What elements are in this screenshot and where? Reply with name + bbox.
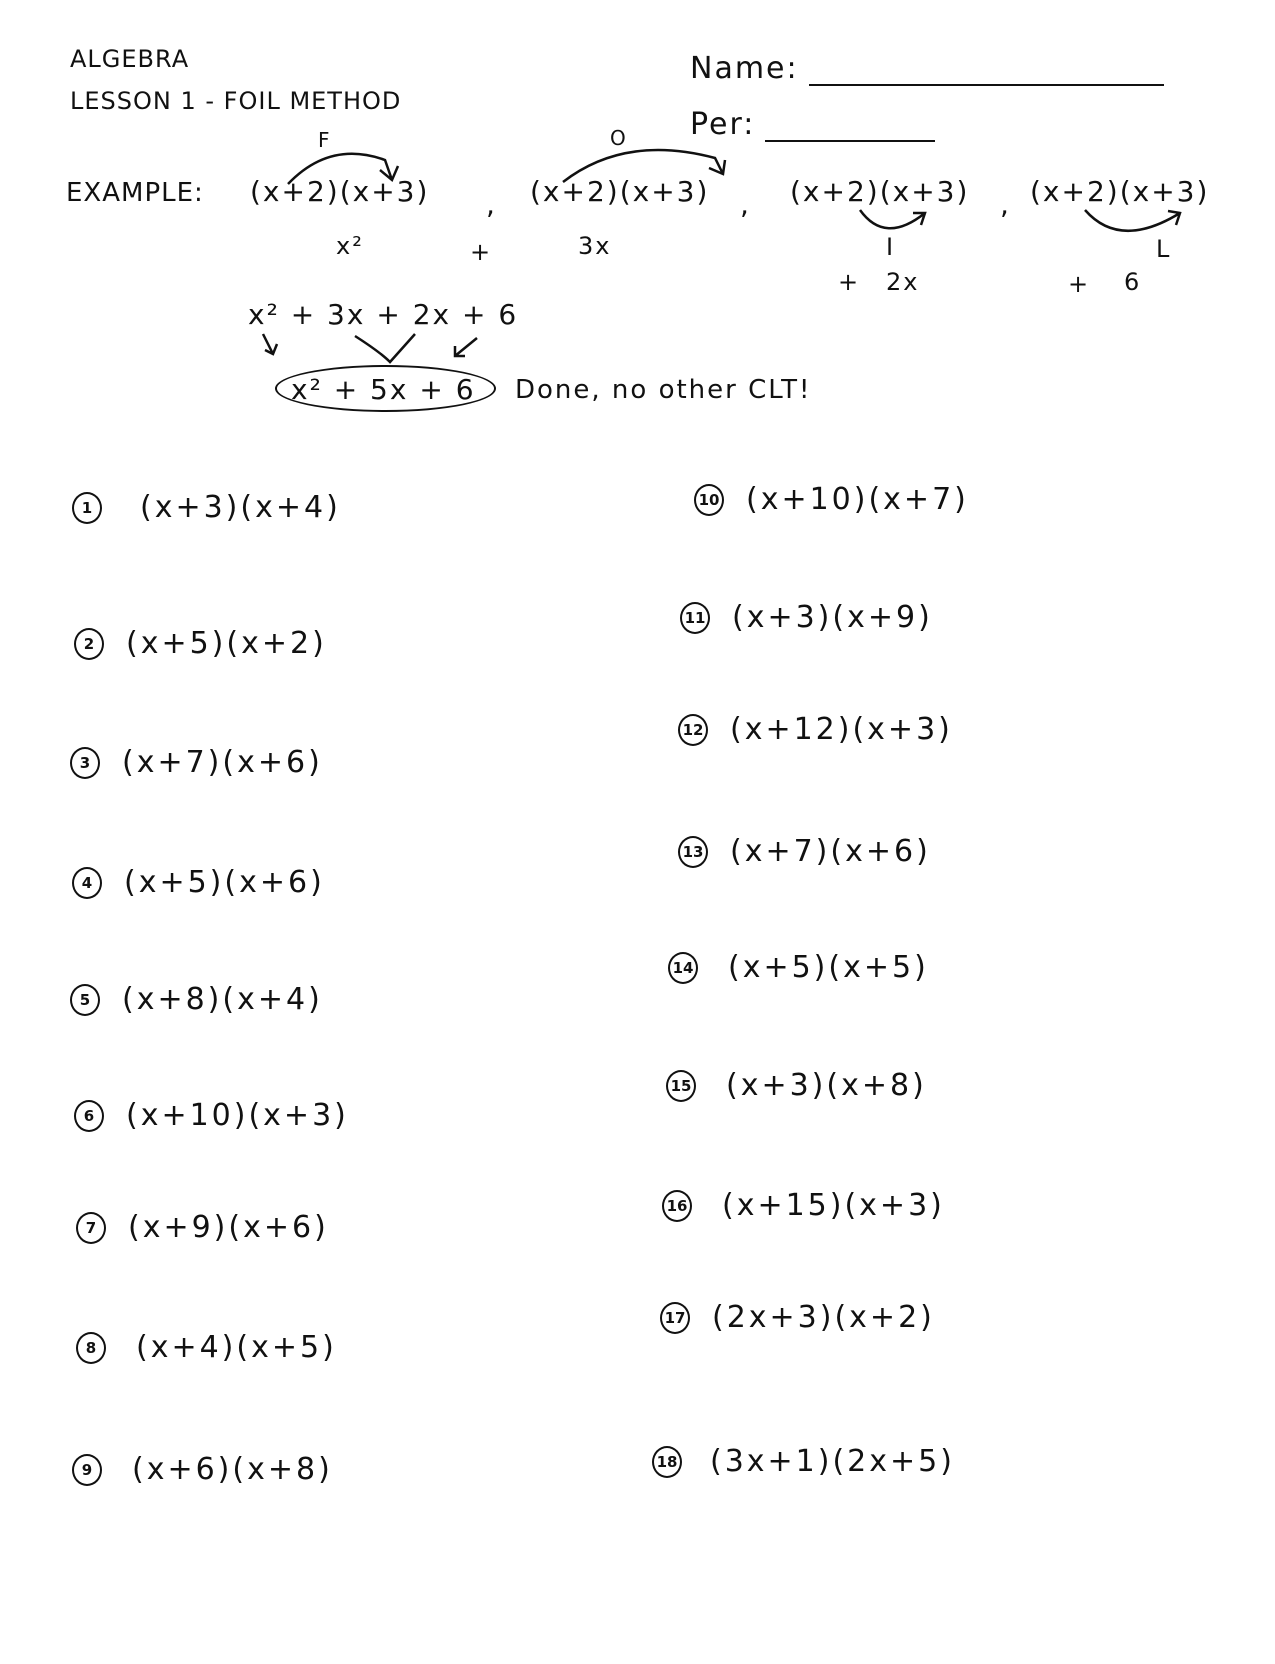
subject-title: ALGEBRA [70, 45, 190, 73]
problem-1 [72, 490, 341, 525]
foil-letter-i: I [886, 233, 896, 261]
problem-number: 3 [70, 747, 100, 779]
problem-expression: (x+8)(x+4) [122, 982, 323, 1017]
name-label: Name: [690, 51, 799, 86]
problem-14 [668, 950, 929, 985]
problem-number: 10 [694, 484, 724, 516]
problem-number: 13 [678, 836, 708, 868]
outer-plus: + [470, 238, 493, 266]
last-arrow-icon [1080, 205, 1190, 240]
problem-18 [652, 1444, 955, 1479]
answer-wrap [275, 365, 496, 412]
problem-16 [662, 1188, 945, 1223]
problem-6 [74, 1098, 349, 1133]
problem-4 [72, 865, 325, 900]
problem-number: 4 [72, 867, 102, 899]
name-field-row [690, 30, 1164, 86]
lesson-title: LESSON 1 - FOIL METHOD [70, 87, 402, 115]
period-label: Per: [690, 107, 756, 142]
problem-3 [70, 745, 323, 780]
problem-number: 5 [70, 984, 100, 1016]
problem-11 [680, 600, 933, 635]
problem-expression: (x+5)(x+5) [728, 950, 929, 985]
example-step-first: (x+2)(x+3) [250, 175, 430, 208]
first-term: x² [336, 232, 364, 260]
foil-letter-l: L [1156, 235, 1172, 263]
problem-number: 9 [72, 1454, 102, 1486]
foil-letter-o: O [610, 126, 628, 150]
problem-number: 14 [668, 952, 698, 984]
problem-10 [694, 482, 969, 517]
problem-expression: (x+5)(x+2) [126, 626, 327, 661]
problem-expression: (x+12)(x+3) [730, 712, 953, 747]
example-step-last: (x+2)(x+3) [1030, 175, 1210, 208]
problem-number: 16 [662, 1190, 692, 1222]
problem-number: 15 [666, 1070, 696, 1102]
student-info [690, 30, 1164, 142]
period-field-row [690, 86, 1164, 142]
last-plus: + [1068, 270, 1091, 298]
worksheet-title [70, 38, 401, 122]
problem-number: 18 [652, 1446, 682, 1478]
problem-expression: (x+10)(x+3) [126, 1098, 349, 1133]
problem-number: 2 [74, 628, 104, 660]
period-field[interactable] [765, 110, 935, 142]
problem-number: 6 [74, 1100, 104, 1132]
problem-9 [72, 1452, 333, 1487]
problem-expression: (3x+1)(2x+5) [710, 1444, 955, 1479]
problem-number: 7 [76, 1212, 106, 1244]
problem-number: 12 [678, 714, 708, 746]
outer-term: 3x [578, 232, 612, 260]
done-note: Done, no other CLT! [515, 375, 812, 405]
final-answer: x² + 5x + 6 [275, 365, 496, 412]
problem-expression: (x+3)(x+9) [732, 600, 933, 635]
problem-7 [76, 1210, 329, 1245]
separator: , [486, 188, 497, 221]
problem-expression: (x+6)(x+8) [132, 1452, 333, 1487]
inner-term: 2x [886, 268, 920, 296]
problem-expression: (x+3)(x+8) [726, 1068, 927, 1103]
problem-expression: (x+9)(x+6) [128, 1210, 329, 1245]
expanded-sum: x² + 3x + 2x + 6 [248, 298, 519, 331]
problem-expression: (x+7)(x+6) [122, 745, 323, 780]
problem-expression: (x+7)(x+6) [730, 834, 931, 869]
problem-expression: (x+10)(x+7) [746, 482, 969, 517]
example-step-outer: (x+2)(x+3) [530, 175, 710, 208]
problem-12 [678, 712, 953, 747]
problem-number: 17 [660, 1302, 690, 1334]
problem-17 [660, 1300, 935, 1335]
problem-number: 8 [76, 1332, 106, 1364]
name-field[interactable] [809, 54, 1164, 86]
problem-13 [678, 834, 931, 869]
problem-2 [74, 626, 327, 661]
problem-5 [70, 982, 323, 1017]
problem-expression: (x+3)(x+4) [140, 490, 341, 525]
problem-8 [76, 1330, 337, 1365]
foil-letter-f: F [318, 128, 332, 152]
problem-expression: (x+4)(x+5) [136, 1330, 337, 1365]
problem-expression: (x+5)(x+6) [124, 865, 325, 900]
combine-arrows-icon [255, 330, 495, 370]
problem-15 [666, 1068, 927, 1103]
problem-number: 11 [680, 602, 710, 634]
problem-expression: (x+15)(x+3) [722, 1188, 945, 1223]
separator: , [740, 188, 751, 221]
separator: , [1000, 188, 1011, 221]
inner-plus: + [838, 268, 861, 296]
problem-expression: (2x+3)(x+2) [712, 1300, 935, 1335]
problem-number: 1 [72, 492, 102, 524]
last-term: 6 [1124, 268, 1142, 296]
example-step-inner: (x+2)(x+3) [790, 175, 970, 208]
example-label: EXAMPLE: [66, 178, 204, 208]
